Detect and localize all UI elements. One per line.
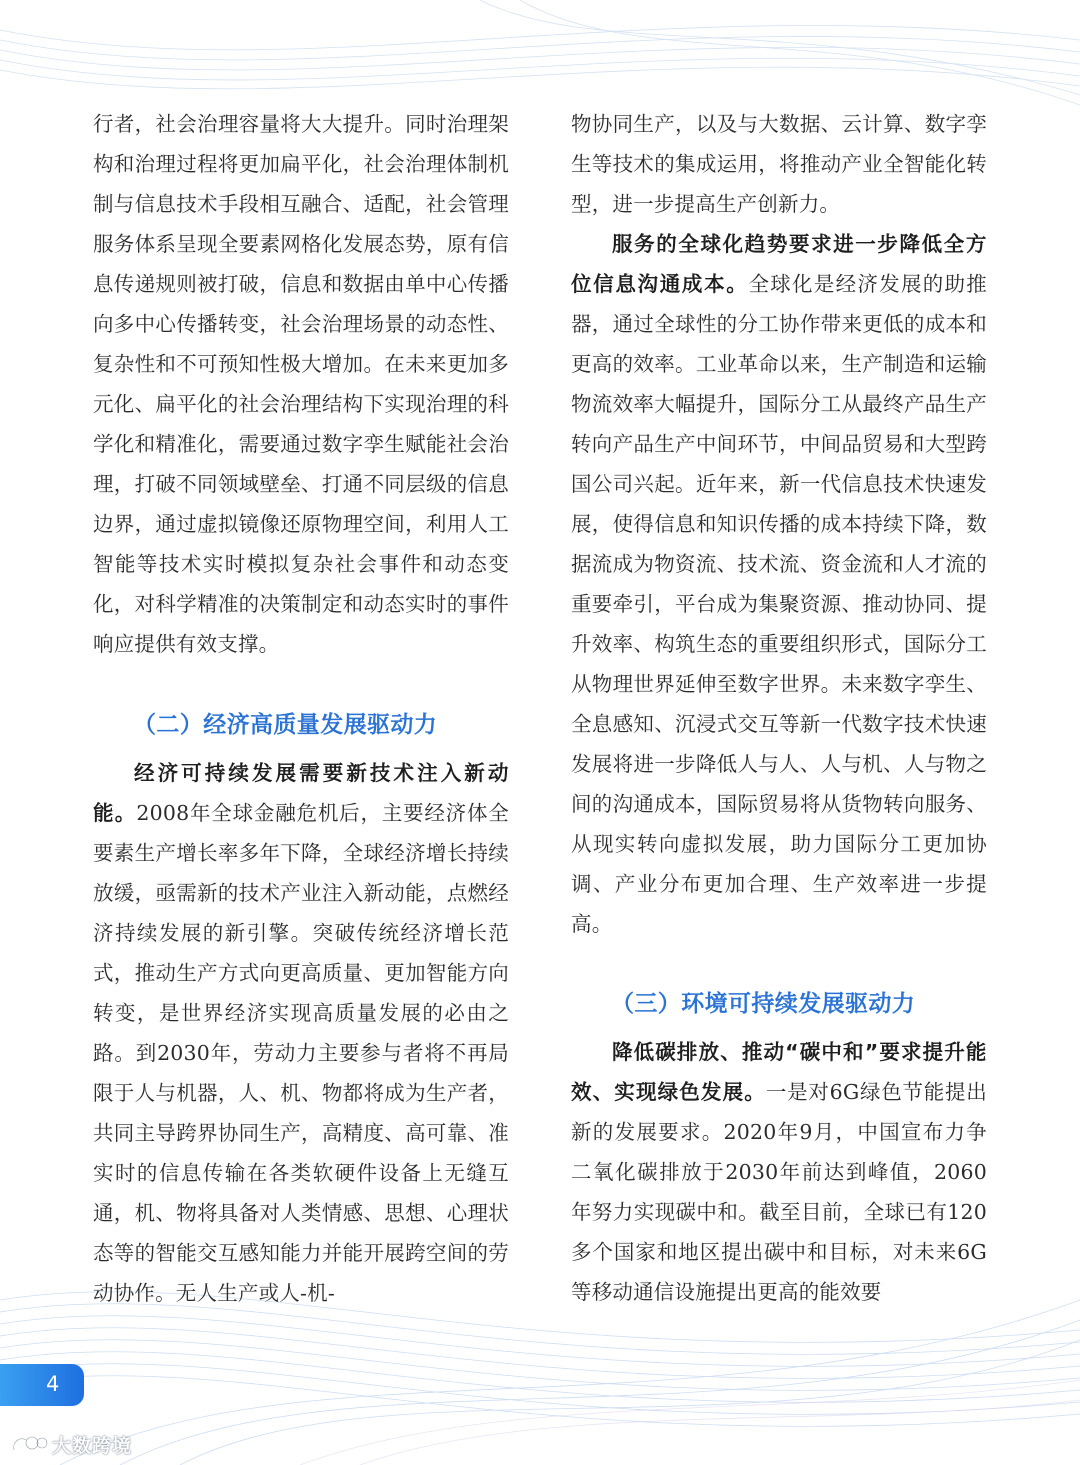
services-lead-sentence: 服务的全球化趋势要求进一步降低全方位信息沟通成本。 bbox=[571, 232, 987, 296]
watermark bbox=[10, 1428, 132, 1460]
section-heading-economy: （二）经济高质量发展驱动力 bbox=[133, 712, 438, 738]
page-number: 4 bbox=[46, 1372, 60, 1396]
continuation-paragraph: 物协同生产，以及与大数据、云计算、数字孪生等技术的集成运用，将推动产业全智能化转型，进一步提高生产创新力。 bbox=[571, 112, 987, 216]
environment-body-text: 一是对6G绿色节能提出新的发展要求。2020年9月，中国宣布力争二氧化碳排放于2030年前达到峰值，2060年努力实现碳中和。截至目前，全球已有120多个国家和地区提出碳中和目标，对未来6G等移动通信设施提出更高的能效要 bbox=[571, 1080, 987, 1304]
economy-body-text: 2008年全球金融危机后，主要经济体全要素生产增长率多年下降，全球经济增长持续放缓，亟需新的技术产业注入新动能，点燃经济持续发展的新引擎。突破传统经济增长范式，推动生产方式向更高质量、更加智能方向转变，是世界经济实现高质量发展的必由之路。到2030年，劳动力主要参与者将不再局限于人与机器，人、机、物都将成为生产者，共同主导跨界协同生产，高精度、高可靠、准实时的信息传输在各类软硬件设备上无缝互通，机、物将具备对人类情感、思想、心理状态等的智能交互感知能力并能开展跨空间的劳动协作。无人生产或人-机- bbox=[93, 801, 509, 1305]
intro-paragraph: 行者，社会治理容量将大大提升。同时治理架构和治理过程将更加扁平化，社会治理体制机制与信息技术手段相互融合、适配，社会管理服务体系呈现全要素网格化发展态势，原有信息传递规则被打破，信息和数据由单中心传播向多中心传播转变，社会治理场景的动态性、复杂性和不可预知性极大增加。在未来更加多元化、扁平化的社会治理结构下实现治理的科学化和精准化，需要通过数字孪生赋能社会治理，打破不同领域壁垒、打通不同层级的信息边界，通过虚拟镜像还原物理空间，利用人工智能等技术实时模拟复杂社会事件和动态变化，对科学精准的决策制定和动态实时的事件响应提供有效支撑。 bbox=[93, 112, 509, 656]
watermark-text: 大数跨境 bbox=[52, 1434, 133, 1457]
watermark-logo-icon bbox=[10, 1430, 50, 1458]
services-paragraph bbox=[571, 224, 987, 944]
left-column bbox=[93, 104, 509, 1313]
services-body-text: 全球化是经济发展的助推器，通过全球性的分工协作带来更低的成本和更高的效率。工业革命以来，生产制造和运输物流效率大幅提升，国际分工从最终产品生产转向产品生产中间环节，中间品贸易和大型跨国公司兴起。近年来，新一代信息技术快速发展，使得信息和知识传播的成本持续下降，数据流成为物资流、技术流、资金流和人才流的重要牵引，平台成为集聚资源、推动协同、提升效率、构筑生态的重要组织形式，国际分工从物理世界延伸至数字世界。未来数字孪生、全息感知、沉浸式交互等新一代数字技术快速发展将进一步降低人与人、人与机、人与物之间的沟通成本，国际贸易将从货物转向服务、从现实转向虚拟发展，助力国际分工更加协调、产业分布更加合理、生产效率进一步提高。 bbox=[571, 272, 987, 936]
economy-lead-sentence: 经济可持续发展需要新技术注入新动能。 bbox=[93, 761, 509, 825]
economy-paragraph bbox=[93, 753, 509, 1313]
environment-paragraph bbox=[571, 1032, 987, 1312]
environment-lead-sentence: 降低碳排放、推动“碳中和”要求提升能效、实现绿色发展。 bbox=[571, 1040, 987, 1104]
page-number-tab bbox=[0, 1364, 84, 1406]
right-column bbox=[571, 104, 987, 1312]
section-heading-environment: （三）环境可持续发展驱动力 bbox=[611, 991, 916, 1017]
